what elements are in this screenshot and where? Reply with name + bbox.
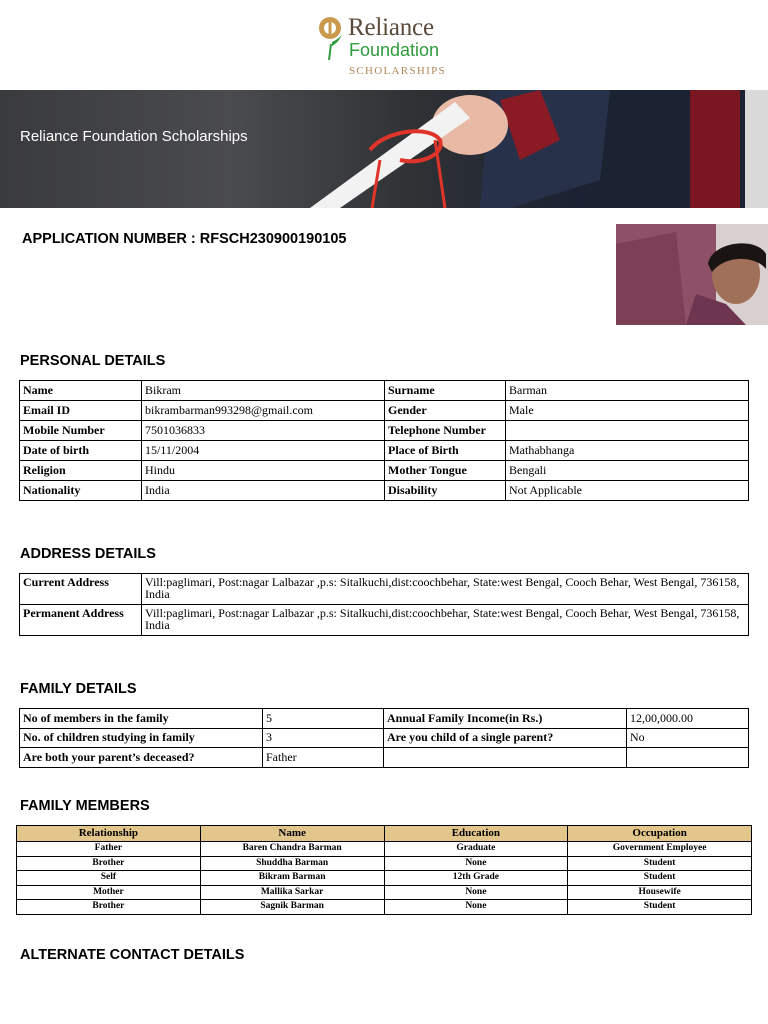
banner-graduation-image [0, 90, 768, 208]
value-single-parent: No [627, 728, 749, 748]
label-current-address: Current Address [20, 574, 142, 605]
header-relationship: Relationship [17, 826, 201, 842]
banner-title: Reliance Foundation Scholarships [20, 128, 248, 145]
value-annual-income: 12,00,000.00 [627, 709, 749, 729]
member-name: Baren Chandra Barman [200, 842, 384, 857]
table-header-row [17, 826, 752, 842]
value-nationality: India [142, 481, 385, 501]
value-parents-deceased: Father [263, 748, 384, 768]
table-row [20, 605, 749, 636]
value-telephone [506, 421, 749, 441]
member-education: None [384, 856, 568, 871]
label-permanent-address: Permanent Address [20, 605, 142, 636]
value-mobile: 7501036833 [142, 421, 385, 441]
table-row [20, 748, 749, 768]
value-email: bikrambarman993298@gmail.com [142, 401, 385, 421]
label-parents-deceased: Are both your parent’s deceased? [20, 748, 263, 768]
value-disability: Not Applicable [506, 481, 749, 501]
application-number: APPLICATION NUMBER : RFSCH230900190105 [22, 231, 347, 247]
address-details-table [19, 573, 749, 636]
reliance-foundation-logo [318, 16, 458, 80]
label-annual-income: Annual Family Income(in Rs.) [384, 709, 627, 729]
value-mother-tongue: Bengali [506, 461, 749, 481]
member-relationship: Mother [17, 885, 201, 900]
label-mother-tongue: Mother Tongue [385, 461, 506, 481]
header-occupation: Occupation [568, 826, 752, 842]
label-name: Name [20, 381, 142, 401]
value-current-address: Vill:paglimari, Post:nagar Lalbazar ,p.s: Sitalkuchi,dist:coochbehar, State:west Bengal, Cooch Behar, West Bengal, 736158, India [142, 574, 749, 605]
address-details-title: ADDRESS DETAILS [20, 546, 156, 562]
member-occupation: Housewife [568, 885, 752, 900]
value-name: Bikram [142, 381, 385, 401]
applicant-photo [616, 224, 768, 325]
label-surname: Surname [385, 381, 506, 401]
member-occupation: Government Employee [568, 842, 752, 857]
value-permanent-address: Vill:paglimari, Post:nagar Lalbazar ,p.s: Sitalkuchi,dist:coochbehar, State:west Bengal, Cooch Behar, West Bengal, 736158, India [142, 605, 749, 636]
label-single-parent: Are you child of a single parent? [384, 728, 627, 748]
label-telephone: Telephone Number [385, 421, 506, 441]
header-name: Name [200, 826, 384, 842]
table-row [20, 401, 749, 421]
header-education: Education [384, 826, 568, 842]
member-relationship: Brother [17, 856, 201, 871]
empty-cell [384, 748, 627, 768]
table-row [17, 900, 752, 915]
label-religion: Religion [20, 461, 142, 481]
label-nationality: Nationality [20, 481, 142, 501]
label-mobile: Mobile Number [20, 421, 142, 441]
member-occupation: Student [568, 856, 752, 871]
member-occupation: Student [568, 871, 752, 886]
member-occupation: Student [568, 900, 752, 915]
member-relationship: Father [17, 842, 201, 857]
family-details-title: FAMILY DETAILS [20, 681, 137, 697]
table-row [17, 871, 752, 886]
label-disability: Disability [385, 481, 506, 501]
member-education: None [384, 900, 568, 915]
table-row [17, 885, 752, 900]
alternate-contact-title: ALTERNATE CONTACT DETAILS [20, 947, 245, 963]
value-surname: Barman [506, 381, 749, 401]
table-row [20, 709, 749, 729]
member-name: Sagnik Barman [200, 900, 384, 915]
member-education: None [384, 885, 568, 900]
member-name: Bikram Barman [200, 871, 384, 886]
label-email: Email ID [20, 401, 142, 421]
value-family-members: 5 [263, 709, 384, 729]
table-row [20, 381, 749, 401]
personal-details-title: PERSONAL DETAILS [20, 353, 166, 369]
table-row [20, 481, 749, 501]
label-children-studying: No. of children studying in family [20, 728, 263, 748]
table-row [20, 574, 749, 605]
table-row [20, 421, 749, 441]
logo-mark-icon [318, 16, 346, 62]
logo-line1: Reliance [348, 14, 434, 41]
family-details-table [19, 708, 749, 768]
table-row [20, 728, 749, 748]
family-members-title: FAMILY MEMBERS [20, 798, 150, 814]
table-row [20, 461, 749, 481]
table-row [17, 856, 752, 871]
value-children-studying: 3 [263, 728, 384, 748]
label-place-of-birth: Place of Birth [385, 441, 506, 461]
member-name: Shuddha Barman [200, 856, 384, 871]
label-family-members: No of members in the family [20, 709, 263, 729]
label-gender: Gender [385, 401, 506, 421]
member-relationship: Self [17, 871, 201, 886]
value-place-of-birth: Mathabhanga [506, 441, 749, 461]
value-dob: 15/11/2004 [142, 441, 385, 461]
table-row [17, 842, 752, 857]
family-members-table [16, 825, 752, 915]
logo-line3: SCHOLARSHIPS [349, 65, 446, 77]
member-education: Graduate [384, 842, 568, 857]
empty-cell [627, 748, 749, 768]
value-religion: Hindu [142, 461, 385, 481]
logo-line2: Foundation [349, 40, 440, 60]
personal-details-table [19, 380, 749, 501]
member-relationship: Brother [17, 900, 201, 915]
label-dob: Date of birth [20, 441, 142, 461]
table-row [20, 441, 749, 461]
value-gender: Male [506, 401, 749, 421]
member-name: Mallika Sarkar [200, 885, 384, 900]
member-education: 12th Grade [384, 871, 568, 886]
header-banner [0, 90, 768, 208]
